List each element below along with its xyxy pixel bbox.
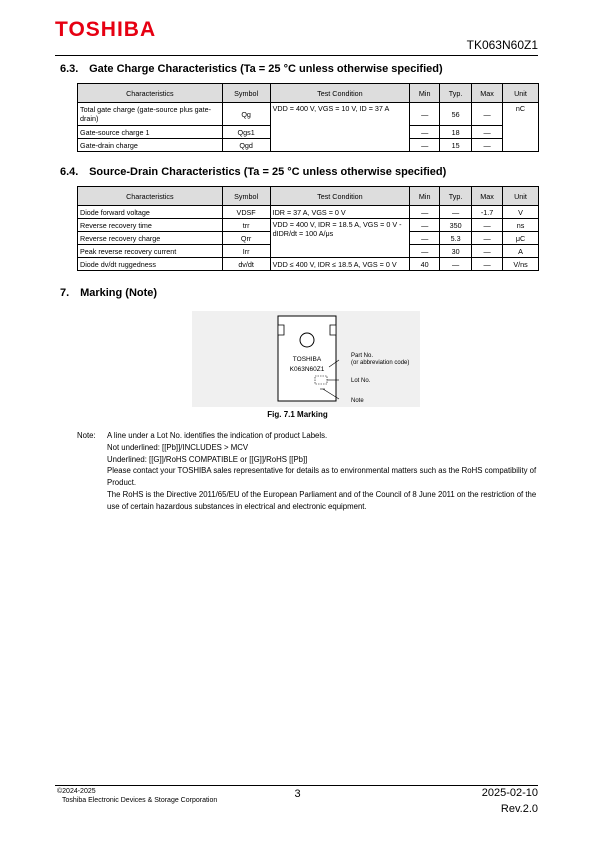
table-cell: — bbox=[472, 103, 503, 126]
figure-caption: Fig. 7.1 Marking bbox=[267, 410, 328, 419]
table-cell: — bbox=[472, 232, 503, 245]
table-header-row bbox=[78, 187, 539, 206]
marking-figure bbox=[192, 311, 420, 407]
table-cell: VDD = 400 V, VGS = 10 V, ID = 37 A bbox=[270, 103, 410, 152]
table-cell: nC bbox=[503, 103, 539, 152]
table-cell: — bbox=[410, 103, 440, 126]
table-cell: Qgd bbox=[222, 139, 270, 152]
table-cell: — bbox=[472, 126, 503, 139]
note-line: Please contact your TOSHIBA sales representative for details as to environmental matters such as the RoHS compatibility of Product. bbox=[107, 466, 537, 488]
col-header: Typ. bbox=[440, 187, 472, 206]
table-cell: 30 bbox=[440, 245, 472, 258]
table-cell: V/ns bbox=[503, 258, 539, 271]
table-cell: Qrr bbox=[222, 232, 270, 245]
col-header: Min bbox=[410, 84, 440, 103]
col-header: Symbol bbox=[222, 84, 270, 103]
table-cell: 18 bbox=[440, 126, 472, 139]
section-6-4-heading bbox=[60, 166, 446, 178]
table-cell: Reverse recovery time bbox=[78, 219, 223, 232]
table-row bbox=[78, 219, 539, 232]
table-cell: A bbox=[503, 245, 539, 258]
table-cell: Diode forward voltage bbox=[78, 206, 223, 219]
section-title: Marking (Note) bbox=[80, 287, 158, 299]
table-cell: Reverse recovery charge bbox=[78, 232, 223, 245]
section-title: Gate Charge Characteristics (Ta = 25 °C unless otherwise specified) bbox=[89, 63, 443, 75]
table-cell: 15 bbox=[440, 139, 472, 152]
label-part-no-sub: (or abbreviation code) bbox=[351, 360, 410, 366]
note-body bbox=[107, 430, 539, 513]
col-header: Characteristics bbox=[78, 187, 223, 206]
table-cell: Qgs1 bbox=[222, 126, 270, 139]
page-number: 3 bbox=[294, 788, 301, 800]
table-cell: — bbox=[472, 139, 503, 152]
company-name: Toshiba Electronic Devices & Storage Corporation bbox=[62, 797, 218, 804]
section-number: 6.4. bbox=[60, 166, 79, 178]
table-cell: Peak reverse recovery current bbox=[78, 245, 223, 258]
label-lot-no: Lot No. bbox=[351, 378, 371, 384]
table-cell: Qg bbox=[222, 103, 270, 126]
package-part-text: K063N60Z1 bbox=[289, 366, 325, 373]
table-cell: VDD = 400 V, IDR = 18.5 A, VGS = 0 V -dIDR/dt = 100 A/μs bbox=[270, 219, 410, 258]
table-cell: — bbox=[410, 245, 440, 258]
table-cell: — bbox=[440, 206, 472, 219]
header-divider bbox=[55, 55, 538, 56]
gate-charge-table bbox=[77, 83, 539, 152]
table-cell: Diode dv/dt ruggedness bbox=[78, 258, 223, 271]
table-cell: -1.7 bbox=[472, 206, 503, 219]
col-header: Unit bbox=[503, 187, 539, 206]
table-cell: — bbox=[410, 206, 440, 219]
table-cell: 56 bbox=[440, 103, 472, 126]
toshiba-logo: TOSHIBA bbox=[55, 18, 157, 41]
table-cell: — bbox=[472, 245, 503, 258]
table-cell: VDSF bbox=[222, 206, 270, 219]
col-header: Test Condition bbox=[270, 187, 410, 206]
copyright: ©2024-2025 bbox=[57, 788, 96, 795]
note-line: Underlined: [[G]]/RoHS COMPATIBLE or [[G]]/RoHS [[Pb]] bbox=[107, 454, 308, 464]
table-cell: — bbox=[410, 219, 440, 232]
col-header: Unit bbox=[503, 84, 539, 103]
section-number: 7. bbox=[60, 287, 70, 299]
source-drain-table bbox=[77, 186, 539, 271]
marking-note bbox=[77, 430, 539, 513]
table-cell: Gate-drain charge bbox=[78, 139, 223, 152]
part-number: TK063N60Z1 bbox=[466, 38, 538, 52]
section-title: Source-Drain Characteristics (Ta = 25 °C unless otherwise specified) bbox=[89, 166, 447, 178]
col-header: Symbol bbox=[222, 187, 270, 206]
table-cell: — bbox=[410, 139, 440, 152]
section-6-3-heading bbox=[60, 63, 443, 75]
table-cell: dv/dt bbox=[222, 258, 270, 271]
table-cell: Total gate charge (gate-source plus gate-drain) bbox=[78, 103, 223, 126]
doc-date: 2025-02-10 bbox=[481, 787, 538, 799]
table-cell: IDR = 37 A, VGS = 0 V bbox=[270, 206, 410, 219]
label-part-no: Part No. bbox=[351, 353, 374, 359]
col-header: Max bbox=[472, 84, 503, 103]
note-line: Not underlined: [[Pb]]/INCLUDES > MCV bbox=[107, 442, 249, 452]
table-cell: — bbox=[472, 258, 503, 271]
label-note: Note bbox=[351, 398, 364, 404]
col-header: Characteristics bbox=[78, 84, 223, 103]
doc-revision: Rev.2.0 bbox=[500, 803, 538, 815]
table-header-row bbox=[78, 84, 539, 103]
table-cell: V bbox=[503, 206, 539, 219]
note-label: Note: bbox=[77, 431, 96, 440]
table-cell: ns bbox=[503, 219, 539, 232]
table-cell: 40 bbox=[410, 258, 440, 271]
col-header: Min bbox=[410, 187, 440, 206]
table-cell: — bbox=[472, 219, 503, 232]
col-header: Max bbox=[472, 187, 503, 206]
package-text: TOSHIBA bbox=[292, 356, 322, 363]
table-cell: μC bbox=[503, 232, 539, 245]
table-row bbox=[78, 258, 539, 271]
col-header: Test Condition bbox=[270, 84, 410, 103]
note-line: The RoHS is the Directive 2011/65/EU of the European Parliament and of the Council of 8 June 2011 on the restriction of the use of certain hazardous substances in electrical and electronic equipment. bbox=[107, 489, 537, 511]
note-line: A line under a Lot No. identifies the indication of product Labels. bbox=[107, 431, 328, 440]
package-diagram bbox=[192, 311, 420, 407]
table-cell: 5.3 bbox=[440, 232, 472, 245]
table-cell: Irr bbox=[222, 245, 270, 258]
table-cell: — bbox=[410, 232, 440, 245]
section-7-heading bbox=[60, 287, 157, 299]
footer-divider bbox=[55, 785, 538, 786]
table-cell: Gate-source charge 1 bbox=[78, 126, 223, 139]
table-cell: — bbox=[410, 126, 440, 139]
table-row bbox=[78, 206, 539, 219]
table-cell: — bbox=[440, 258, 472, 271]
table-cell: VDD ≤ 400 V, IDR ≤ 18.5 A, VGS = 0 V bbox=[270, 258, 410, 271]
col-header: Typ. bbox=[440, 84, 472, 103]
section-number: 6.3. bbox=[60, 63, 79, 75]
table-cell: trr bbox=[222, 219, 270, 232]
table-cell: 350 bbox=[440, 219, 472, 232]
table-row bbox=[78, 103, 539, 126]
